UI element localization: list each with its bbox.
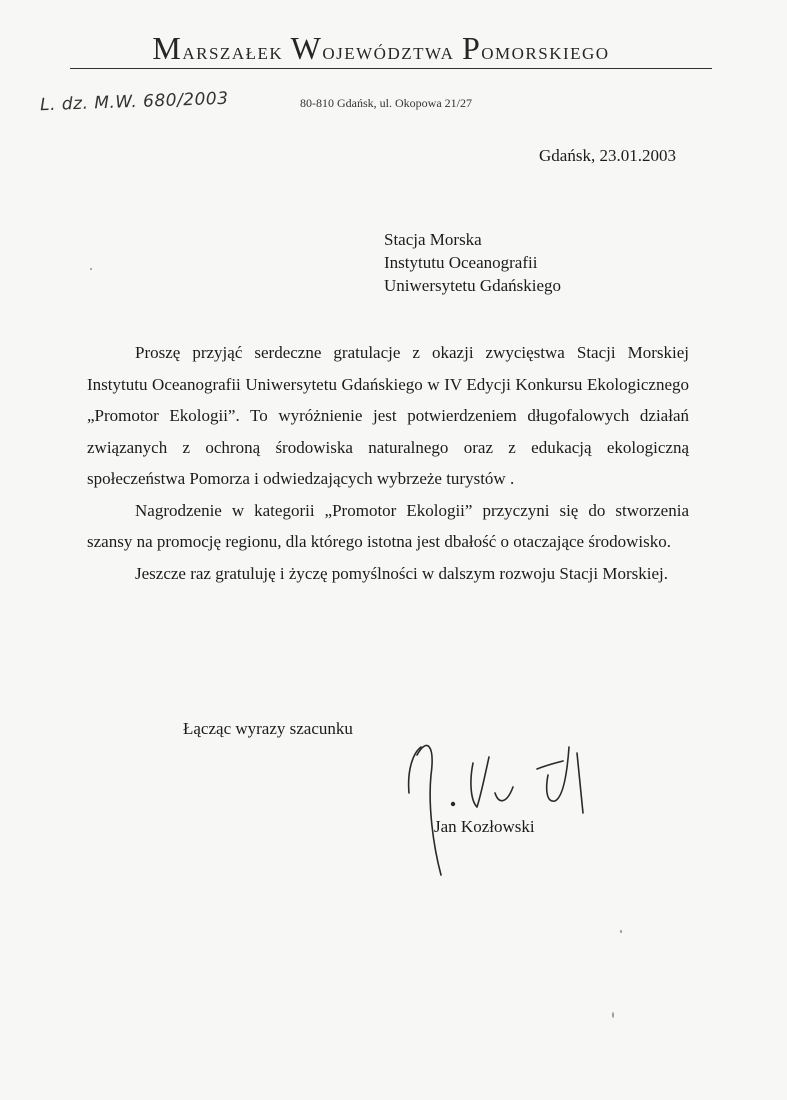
body-paragraph: Proszę przyjąć serdeczne gratulacje z okazji zwycięstwa Stacji Morskiej Instytutu Oceanografii Uniwersytetu Gdańskiego w IV Edycji Konkursu Ekologicznego „Promotor Ekologii”. To wyróżnienie jest potwierdzeniem długofalowych działań związanych z ochroną środowiska naturalnego oraz z edukacją ekologiczną społeczeństwa Pomorza i odwiedzających wybrzeże turystów . xyxy=(87,343,689,488)
scan-speck xyxy=(90,268,92,270)
sender-address: 80-810 Gdańsk, ul. Okopowa 21/27 xyxy=(300,96,472,110)
recipient-block xyxy=(384,228,561,297)
letterhead-divider xyxy=(70,68,712,69)
scan-speck xyxy=(620,930,622,933)
handwritten-reference-number: L. dz. M.W. 680/2003 xyxy=(39,88,229,116)
signer-name: Jan Kozłowski xyxy=(434,817,535,836)
letterhead-word: Marszałek xyxy=(152,30,284,66)
handwritten-signature-icon xyxy=(395,735,605,880)
scan-speck xyxy=(612,1012,614,1018)
recipient-line: Uniwersytetu Gdańskiego xyxy=(384,276,562,295)
letter-date: Gdańsk, 23.01.2003 xyxy=(539,146,676,165)
letterhead-title xyxy=(50,30,712,67)
body-paragraph: Jeszcze raz gratuluję i życzę pomyślności w dalszym rozwoju Stacji Morskiej. xyxy=(135,563,668,583)
recipient-line: Instytutu Oceanografii xyxy=(384,253,538,272)
recipient-line: Stacja Morska xyxy=(384,230,482,249)
letter-body xyxy=(87,337,689,589)
body-paragraph: Nagrodzenie w kategorii „Promotor Ekologii” przyczyni się do stworzenia szansy na promocję regionu, dla którego istotna jest dbałość o otaczające środowisko. xyxy=(87,500,689,551)
closing-phrase: Łącząc wyrazy szacunku xyxy=(183,719,353,738)
letterhead-word: Województwa xyxy=(290,30,455,66)
letterhead-word: Pomorskiego xyxy=(461,30,610,66)
